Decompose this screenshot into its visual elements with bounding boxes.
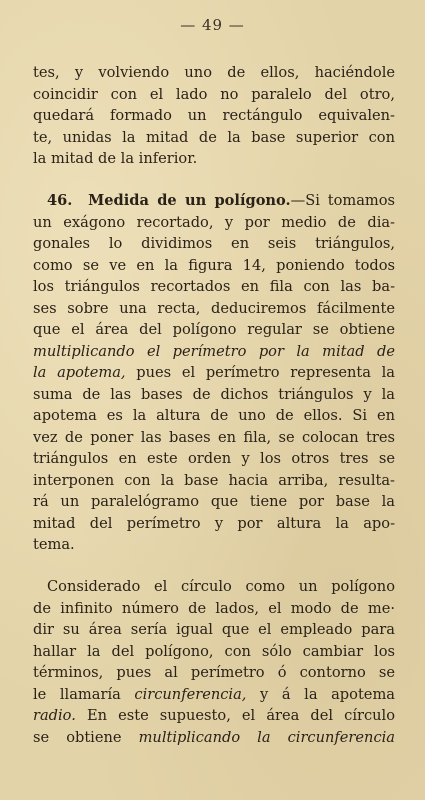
text-line: tema. (33, 536, 75, 553)
text-run: —Si tomamos (290, 192, 395, 209)
text-line (33, 362, 395, 384)
text-line: dir su área sería igual que el empleado para (33, 621, 395, 638)
emphasized-text: la apotema, (33, 364, 126, 381)
text-line (33, 705, 395, 727)
emphasized-line: multiplicando el perímetro por la mitad de (33, 342, 395, 360)
text-line: coincidir con el lado no paralelo del otro, (33, 85, 395, 103)
text-line: mitad del perímetro y por altura la apo- (33, 514, 395, 532)
text-line: hallar la del polígono, con sólo cambiar los (33, 642, 395, 660)
text-run: se obtiene (33, 728, 139, 746)
text-line: vez de poner las bases en fila, se colocan tres (33, 428, 395, 446)
text-run: pues el perímetro representa la (125, 364, 395, 381)
text-line: interponen con la base hacia arriba, resulta- (33, 471, 395, 489)
section-title: Medida de un polígono. (88, 192, 291, 209)
section-heading-line (33, 190, 395, 212)
text-line: gonales lo dividimos en seis triángulos, (33, 235, 395, 252)
section-number: 46. (47, 192, 73, 209)
text-line: que el área del polígono regular se obtiene (33, 321, 395, 338)
paragraph-circle (33, 576, 395, 748)
text-line: ses sobre una recta, deduciremos fácilmente (33, 299, 395, 317)
text-line: Considerado el círculo como un polígono (47, 578, 395, 595)
page-number: — 49 — (180, 16, 245, 34)
text-line: un exágono recortado, y por medio de dia- (33, 213, 395, 231)
text-line: de infinito número de lados, el modo de me· (33, 599, 395, 617)
text-run: y á la apotema (246, 685, 395, 703)
text-line (33, 684, 395, 706)
section-46 (33, 190, 395, 556)
text-line (33, 727, 395, 749)
emphasized-text: radio. (33, 707, 76, 724)
text-line: como se ve en la figura 14, poniendo todos (33, 256, 395, 274)
text-run: En este supuesto, el área del círculo (75, 707, 395, 724)
text-line: quedará formado un rectángulo equivalen- (33, 107, 395, 124)
text-line: tes, y volviendo uno de ellos, haciéndole (33, 64, 395, 81)
text-line: te, unidas la mitad de la base superior con (33, 128, 395, 146)
paragraph-continuation (33, 62, 395, 170)
text-line: términos, pues al perímetro ó contorno se (33, 664, 395, 681)
text-line: suma de las bases de dichos triángulos y la (33, 385, 395, 403)
emphasized-text: multiplicando la circunferencia (138, 728, 395, 746)
emphasized-text: circunferencia, (134, 685, 247, 703)
text-run: le llamaría (33, 685, 135, 703)
text-line: la mitad de la inferior. (33, 150, 198, 167)
text-line: triángulos en este orden y los otros tres se (33, 450, 395, 467)
text-line: los triángulos recortados en fila con las ba- (33, 278, 395, 295)
text-line: rá un paralelógramo que tiene por base la (33, 493, 395, 510)
text-line: apotema es la altura de uno de ellos. Si en (33, 407, 395, 424)
